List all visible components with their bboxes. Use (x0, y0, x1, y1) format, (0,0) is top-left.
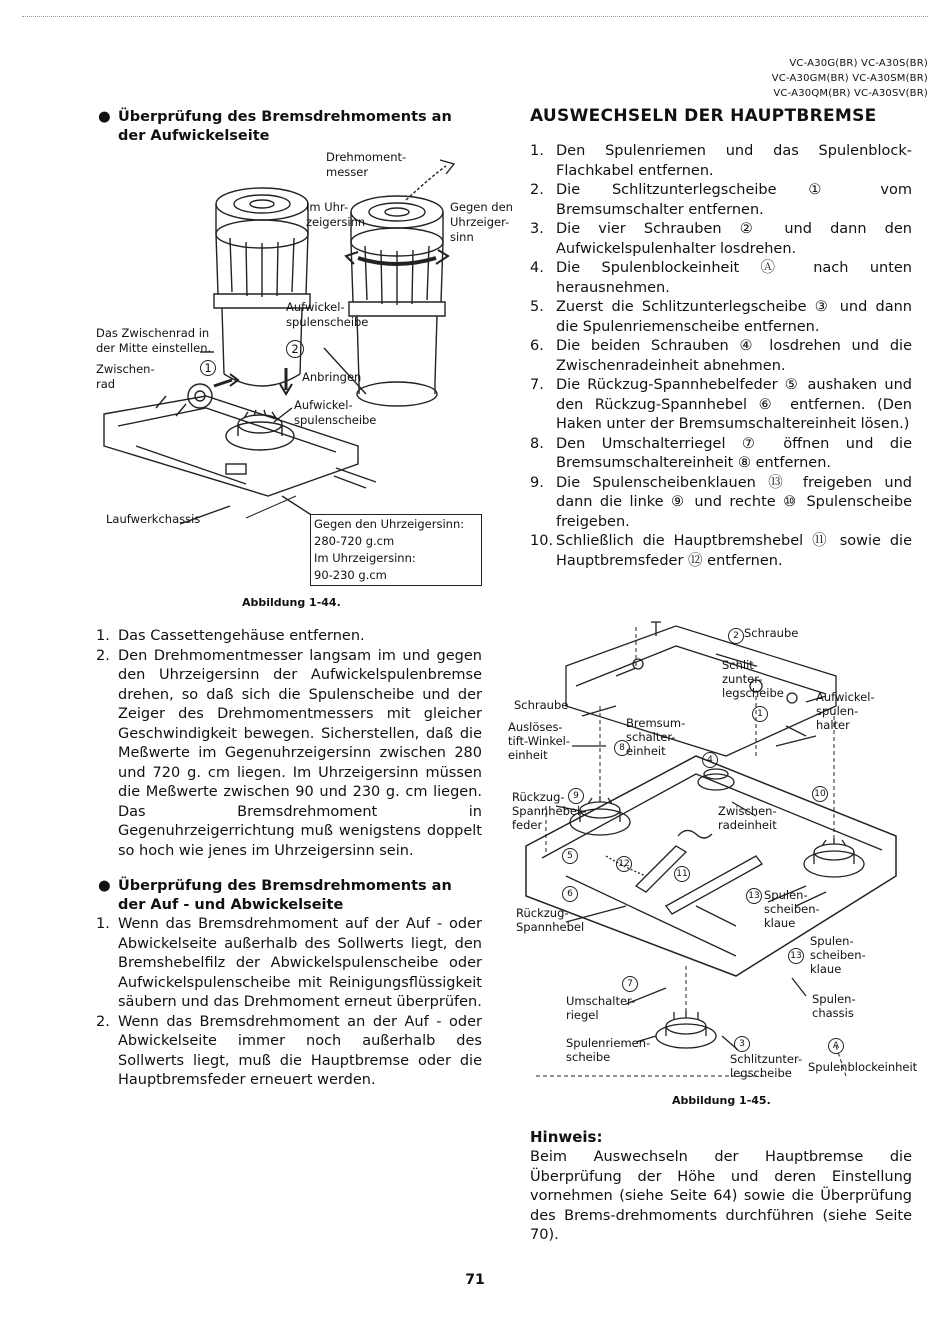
note-title: Hinweis: (530, 1128, 603, 1146)
callout-10: 10 (812, 786, 828, 802)
step-text: Wenn das Bremsdrehmoment an der Auf - oder Abwickelseite immer noch außerhalb des Sollwerts liegt, muß die Hauptbremse oder die Hauptbremsfeder erneuert werden. (118, 1013, 482, 1088)
section-heading-text: Überprüfung des Bremsdrehmoments an der Auf - und Abwickelseite (118, 878, 452, 913)
step-number: 2. (96, 1013, 110, 1030)
spec-line: 90-230 g.cm (314, 568, 387, 582)
section-heading (96, 877, 482, 915)
step-item (530, 259, 912, 298)
label-brake-switch: Bremsum- schalter- einheit (626, 716, 686, 758)
model-line: VC-A30G(BR) VC-A30S(BR) (789, 58, 928, 69)
step-number: 2. (530, 182, 544, 198)
step-item (530, 298, 912, 337)
steps-list (96, 915, 482, 1091)
step-text: Den Drehmomentmesser langsam im und gegen den Uhrzeigersinn der Aufwickelspulenbremse drehen, so daß sich die Spulenscheibe und der Zeiger des Drehmomentmessers mit gleicher Geschwindigkeit bewegen. Sicherstellen, daß die Meßwerte im Gegenuhrzeigersinn zwischen 280 und 720 g. cm liegen. Im Uhrzeigersinn müssen die Meßwerte zwischen 90 und 230 g. cm liegen. Das Bremsdrehmoment in Gegenuhrzeigerrichtung muß wenigstens doppelt so hoch wie jenes im Uhrzeigersinn sein. (118, 647, 482, 859)
bullet-icon: ● (98, 109, 111, 125)
step-item (530, 435, 912, 474)
model-line: VC-A30QM(BR) VC-A30SV(BR) (773, 88, 928, 99)
callout-11: 11 (674, 866, 690, 882)
label-screw-top: Schraube (744, 626, 799, 640)
note-text: Beim Auswechseln der Hauptbremse die Überprüfung der Höhe und deren Einstellung vornehmen (siehe Seite 64) sowie die Überprüfung des Brems-drehmoments durchführen (siehe Seite 70). (530, 1149, 912, 1243)
step-number: 5. (530, 299, 544, 315)
label-takeup-disk-bottom: Aufwickel- spulenscheibe (294, 398, 377, 427)
step-text: Schließlich die Hauptbremshebel ⑪ sowie die Hauptbremsfeder ⑫ entfernen. (556, 533, 912, 569)
step-number: 3. (530, 221, 544, 237)
callout-3: 3 (734, 1036, 750, 1052)
label-tension-spring: Rückzug- Spannhebel- feder (512, 790, 585, 832)
callout-13b: 13 (788, 948, 804, 964)
label-takeup-holder: Aufwickel- spulen- halter (816, 690, 875, 732)
step-number: 10. (530, 533, 554, 549)
label-screw-left: Schraube (514, 698, 569, 712)
callout-7: 7 (622, 976, 638, 992)
left-steps-block (96, 627, 482, 861)
label-slit-washer-top: Schlit- zunter- legscheibe (722, 658, 784, 700)
label-tension-lever: Rückzug- Spannhebel (516, 906, 585, 934)
figure-1-45 (506, 606, 926, 1106)
step-item (530, 474, 912, 533)
figure-caption: Abbildung 1-45. (672, 1094, 771, 1107)
step-number: 1. (96, 916, 110, 932)
label-reel-chassis: Spulen- chassis (812, 992, 856, 1020)
section-heading (96, 108, 482, 146)
label-idler: Zwischen- rad (96, 362, 155, 391)
label-disk-claw-1: Spulen- scheiben- klaue (764, 888, 820, 930)
label-torque-meter: Drehmoment- messer (326, 150, 407, 179)
page-number: 71 (465, 1272, 485, 1288)
step-item (530, 337, 912, 376)
step-number: 7. (530, 377, 544, 393)
step-number: 1. (96, 628, 110, 644)
step-text: Wenn das Bremsdrehmoment auf der Auf - oder Abwickelseite außerhalb des Sollwerts liegt, den Bremshebelfilz der Abwickelspulenscheibe oder Aufwickelspulenscheibe mit Reinigungsflüssigkeit säubern und das Drehmoment erneut überprüfen. (118, 916, 482, 1010)
callout-8: 8 (614, 740, 630, 756)
spec-line: Gegen den Uhrzeigersinn: (314, 517, 465, 531)
step-number: 1. (530, 143, 544, 159)
step-item (530, 220, 912, 259)
right-column (530, 106, 912, 571)
label-slit-washer-bottom: Schlitzunter- legscheibe (730, 1052, 803, 1080)
model-line: VC-A30GM(BR) VC-A30SM(BR) (771, 73, 928, 84)
step-text: Den Spulenriemen und das Spulenblock-Flachkabel entfernen. (556, 143, 912, 179)
section-title: AUSWECHSELN DER HAUPTBREMSE (530, 106, 877, 126)
step-item (530, 376, 912, 435)
spec-line: Im Uhrzeigersinn: (314, 551, 416, 565)
label-reel-block: Spulenblockeinheit (808, 1060, 918, 1074)
step-number: 6. (530, 338, 544, 354)
callout-A: A (828, 1038, 844, 1054)
step-item (530, 142, 912, 181)
label-idler-unit: Zwischen- radeinheit (718, 804, 777, 832)
spec-line: 280-720 g.cm (314, 534, 395, 548)
step-text: Die Spulenscheibenklauen ⑬ freigeben und dann die linke ⑨ und rechte ⑩ Spulenscheibe freigeben. (556, 474, 912, 530)
label-takeup-disk-top: Aufwickel- spulenscheibe (286, 300, 369, 329)
callout-2: 2 (286, 340, 304, 358)
label-idler-center: Das Zwischenrad in der Mitte einstellen. (96, 326, 212, 355)
step-item (96, 915, 482, 1013)
callout-1: 1 (752, 706, 768, 722)
callout-1: 1 (200, 360, 216, 376)
torque-spec-box (310, 514, 482, 586)
step-number: 4. (530, 260, 544, 276)
step-number: 2. (96, 647, 110, 664)
left-section-1-heading-block (96, 108, 482, 146)
step-text: Die Schlitzunterlegscheibe ① vom Bremsumschalter entfernen. (556, 182, 912, 218)
steps-list (96, 627, 482, 861)
model-list (772, 56, 928, 101)
bullet-icon: ● (98, 878, 111, 894)
callout-6: 6 (562, 886, 578, 902)
step-text: Den Umschalterriegel ⑦ öffnen und die Bremsumschaltereinheit ⑧ entfernen. (556, 435, 912, 471)
step-text: Die Rückzug-Spannhebelfeder ⑤ aushaken und den Rückzug-Spannhebel ⑥ entfernen. (Den Haken unter der Bremsumschaltereinheit lösen.) (556, 377, 912, 432)
callout-4: 4 (702, 752, 718, 768)
callout-2: 2 (728, 628, 744, 644)
callout-9: 9 (568, 788, 584, 804)
figure-caption: Abbildung 1-44. (242, 596, 341, 609)
step-item (96, 627, 482, 647)
label-counterclockwise: Gegen den Uhrzeiger- sinn (450, 200, 513, 244)
label-switch-latch: Umschalter- riegel (566, 994, 636, 1022)
step-number: 8. (530, 435, 544, 452)
callout-13: 13 (746, 888, 762, 904)
step-item (96, 647, 482, 862)
step-text: Die vier Schrauben ② und dann den Aufwickelspulenhalter losdrehen. (556, 221, 912, 257)
note-block (530, 1128, 912, 1246)
step-item (530, 532, 912, 571)
label-attach: Anbringen (302, 370, 362, 384)
label-disk-claw-2: Spulen- scheiben- klaue (810, 934, 866, 976)
label-release-bracket: Auslöses- tift-Winkel- einheit (508, 720, 571, 762)
step-text: Das Cassettengehäuse entfernen. (118, 628, 365, 644)
left-section-2 (96, 877, 482, 1091)
callout-12: 12 (616, 856, 632, 872)
label-belt-pulley: Spulenriemen- scheibe (566, 1036, 651, 1064)
section-heading-text: Überprüfung des Bremsdrehmoments an der Aufwickelseite (118, 109, 452, 144)
callout-5: 5 (562, 848, 578, 864)
scan-top-edge (22, 16, 928, 17)
steps-list (530, 142, 912, 571)
step-text: Die beiden Schrauben ④ losdrehen und die Zwischenradeinheit abnehmen. (556, 338, 912, 374)
step-text: Die Spulenblockeinheit Ⓐ nach unten herausnehmen. (556, 260, 912, 296)
step-number: 9. (530, 474, 544, 491)
step-item (96, 1013, 482, 1091)
step-text: Zuerst die Schlitzunterlegscheibe ③ und dann die Spulenriemenscheibe entfernen. (556, 299, 912, 335)
label-chassis: Laufwerkchassis (106, 512, 201, 526)
step-item (530, 181, 912, 220)
figure-1-44 (96, 146, 513, 609)
label-clockwise: Im Uhr- zeigersinn (306, 200, 366, 229)
